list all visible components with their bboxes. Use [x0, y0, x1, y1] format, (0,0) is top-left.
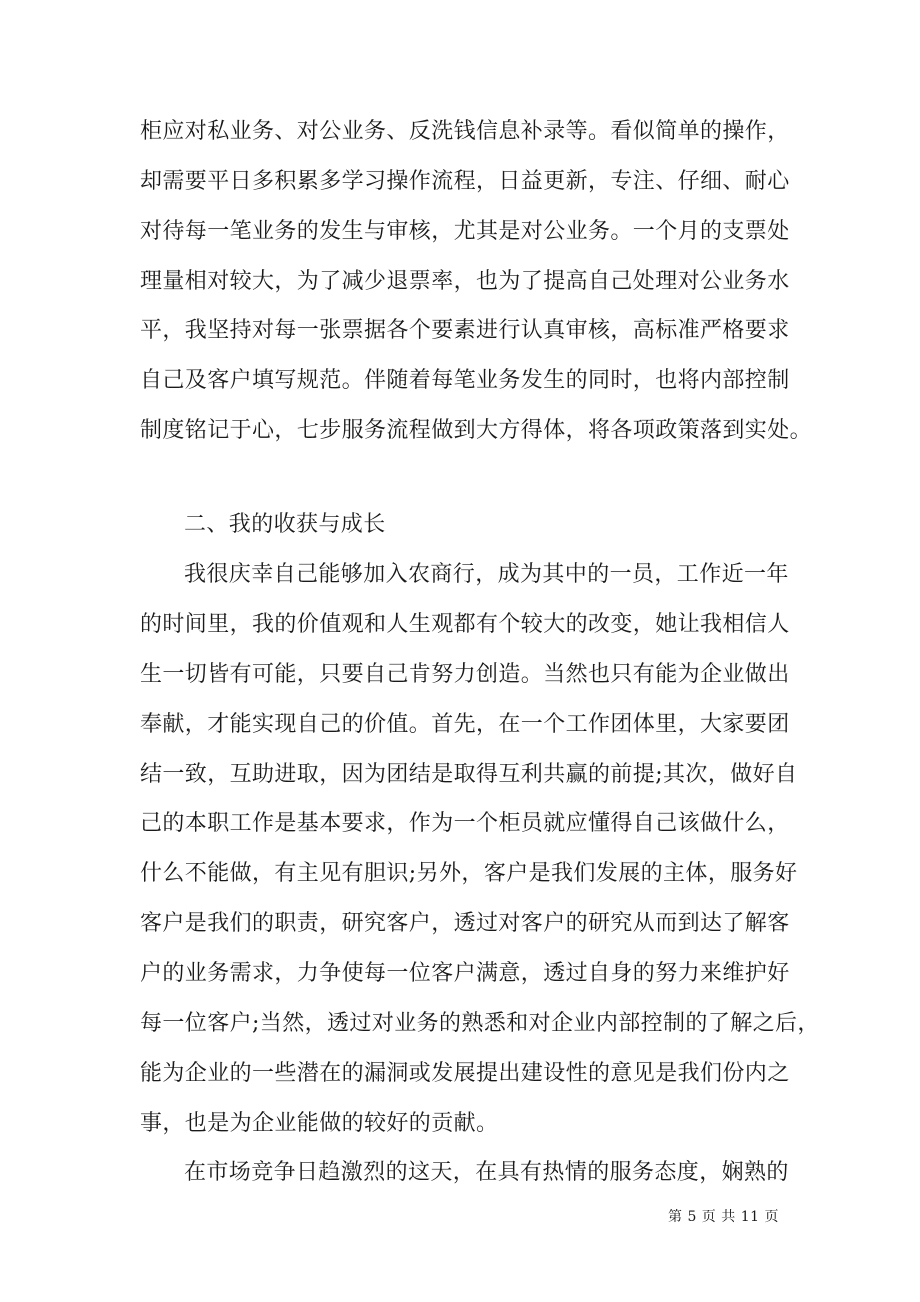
paragraph-line: 平，我坚持对每一张票据各个要素进行认真审核，高标准严格要求 [140, 318, 790, 343]
paragraph-line: 我很庆幸自己能够加入农商行，成为其中的一员，工作近一年 [184, 562, 789, 587]
paragraph-line: 己的本职工作是基本要求，作为一个柜员就应懂得自己该做什么， [140, 811, 790, 836]
paragraph-line: 却需要平日多积累多学习操作流程，日益更新，专注、仔细、耐心 [140, 169, 790, 194]
paragraph-line: 在市场竞争日趋激烈的这天，在具有热情的服务态度，娴熟的 [184, 1160, 789, 1185]
paragraph-line: 结一致，互助进取，因为团结是取得互利共赢的前提;其次，做好自 [140, 762, 798, 787]
paragraph-line: 什么不能做，有主见有胆识;另外，客户是我们发展的主体，服务好 [140, 861, 798, 886]
paragraph-line: 柜应对私业务、对公业务、反洗钱信息补录等。看似简单的操作， [140, 119, 790, 144]
section-heading: 二、我的收获与成长 [184, 512, 386, 537]
paragraph-line: 生一切皆有可能，只要自己肯努力创造。当然也只有能为企业做出 [140, 662, 790, 687]
paragraph-line: 奉献，才能实现自己的价值。首先，在一个工作团体里，大家要团 [140, 712, 790, 737]
paragraph-line: 制度铭记于心，七步服务流程做到大方得体，将各项政策落到实处。 [140, 418, 813, 443]
paragraph-line: 自己及客户填写规范。伴随着每笔业务发生的同时，也将内部控制 [140, 368, 790, 393]
paragraph-line: 的时间里，我的价值观和人生观都有个较大的改变，她让我相信人 [140, 612, 790, 637]
paragraph-line: 户的业务需求，力争使每一位客户满意，透过自身的努力来维护好 [140, 961, 790, 986]
paragraph-line: 能为企业的一些潜在的漏洞或发展提出建设性的意见是我们份内之 [140, 1061, 790, 1086]
paragraph-line: 客户是我们的职责，研究客户，透过对客户的研究从而到达了解客 [140, 911, 790, 936]
paragraph-line: 事，也是为企业能做的较好的贡献。 [140, 1111, 499, 1136]
page-number-footer: 第 5 页 共 11 页 [668, 1209, 779, 1225]
paragraph-line: 每一位客户;当然，透过对业务的熟悉和对企业内部控制的了解之后， [140, 1011, 820, 1036]
paragraph-line: 对待每一笔业务的发生与审核，尤其是对公业务。一个月的支票处 [140, 219, 790, 244]
paragraph-line: 理量相对较大，为了减少退票率，也为了提高自己处理对公业务水 [140, 269, 790, 294]
